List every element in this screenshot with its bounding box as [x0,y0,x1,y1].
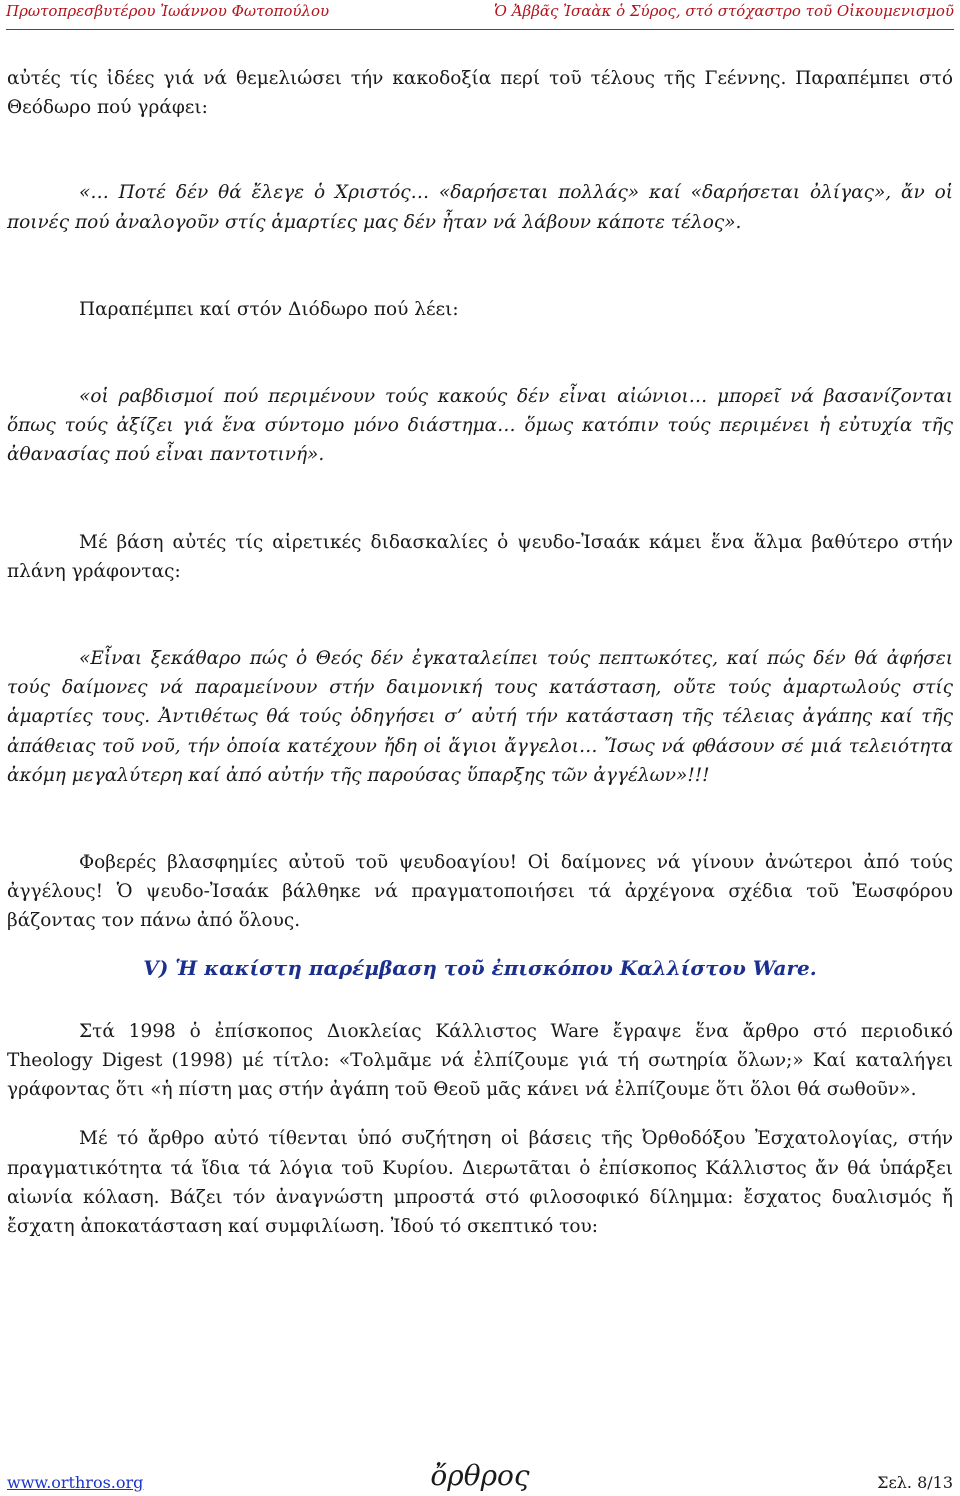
paragraph: Μέ τό ἄρθρο αὐτό τίθενται ὑπό συζήτηση οἱ βάσεις τῆς Ὀρθοδόξου Ἐσχατολογίας, στήν πραγματικότητα τά ἴδια τά λόγια τοῦ Κυρίου. Διερωτᾶται ὁ ἐπίσκοπος Κάλλιστος ἄν θά ὑπάρξει αἰωνία κόλαση. Βάζει τόν ἀναγνώστη μπροστά στό φιλοσοφικό δίλημμα: ἔσχατος δυαλισμός ἤ ἔσχατη ἀποκατάσταση καί συμφιλίωση. Ἰδού τό σκεπτικό του: [7,1128,953,1238]
paragraph: Φοβερές βλασφημίες αὐτοῦ τοῦ ψευδοαγίου! Οἱ δαίμονες νά γίνουν ἀνώτεροι ἀπό τούς ἀγγέλους! Ὁ ψευδο-Ἰσαάκ βάλθηκε νά πραγματοποιήσει τά ἀρχέγονα σχέδια τοῦ Ἑωσφόρου βάζοντας τον πάνω ἀπό ὅλους. [7,852,953,932]
quote-paragraph: «Εἶναι ξεκάθαρο πώς ὁ Θεός δέν ἐγκαταλείπει τούς πεπτωκότες, καί πώς δέν θά ἀφήσει τούς δαίμονες νά παραμείνουν στήν δαιμονική τους κατάσταση, οὔτε τούς ἁμαρτωλούς στίς ἁμαρτίες τους. Ἀντιθέτως θά τούς ὁδηγήσει σ’ αὐτή τήν κατάσταση τῆς τέλειας ἀγάπης καί τῆς ἀπάθειας τοῦ νοῦ, τήν ὁποία κατέχουν ἤδη οἱ ἅγιοι ἄγγελοι… Ἴσως νά φθάσουν σέ μιά τελειότητα ἀκόμη μεγαλύτερη καί ἀπό αὐτήν τῆς παρούσας ὕπαρξης τῶν ἀγγέλων»!!! [7,648,953,786]
website-link[interactable]: www.orthros.org [7,1473,144,1492]
paragraph: Παραπέμπει καί στόν Διόδωρο πού λέει: [79,298,459,320]
page-footer [7,1456,953,1492]
paragraph: Στά 1998 ὁ ἐπίσκοπος Διοκλείας Κάλλιστος Ware ἔγραψε ἕνα ἄρθρο στό περιοδικό Theology Digest (1998) μέ τίτλο: «Τολμᾶμε νά ἐλπίζουμε γιά τή σωτηρία ὅλων;» Καί καταλήγει γράφοντας ὅτι «ἡ πίστη μας στήν ἀγάπη τοῦ Θεοῦ μᾶς κάνει νά ἐλπίζουμε ὅτι ὅλοι θά σωθοῦν». [7,1020,953,1101]
brand-logo-text: ὄρθρος [430,1459,530,1492]
page-number: Σελ. 8/13 [877,1473,953,1492]
section-heading: V) Ἡ κακίστη παρέμβαση τοῦ ἐπισκόπου Καλλίστου Ware. [143,955,817,980]
document-body [7,64,953,1241]
header-author: Πρωτοπρεσβυτέρου Ἰωάννου Φωτοπούλου [6,2,330,20]
paragraph: αὐτές τίς ἰδέες γιά νά θεμελιώσει τήν κακοδοξία περί τοῦ τέλους τῆς Γεέννης. Παραπέμπει στό Θεόδωρο πού γράφει: [7,68,953,119]
quote-paragraph: «… Ποτέ δέν θά ἔλεγε ὁ Χριστός… «δαρήσεται πολλάς» καί «δαρήσεται ὀλίγας», ἄν οἱ ποινές πού ἀναλογοῦν στίς ἁμαρτίες μας δέν ἦταν νά λάβουν κάποτε τέλος». [7,182,953,233]
quote-paragraph: «οἱ ραβδισμοί πού περιμένουν τούς κακούς δέν εἶναι αἰώνιοι… μπορεῖ νά βασανίζονται ὅπως τούς ἀξίζει γιά ἕνα σύντομο μόνο διάστημα… ὅμως κατόπιν τούς περιμένει ἡ εὐτυχία τῆς ἀθανασίας πού εἶναι παντοτινή». [7,386,953,466]
paragraph: Μέ βάση αὐτές τίς αἱρετικές διδασκαλίες ὁ ψευδο-Ἰσαάκ κάμει ἕνα ἅλμα βαθύτερο στήν πλάνη γράφοντας: [7,531,953,582]
page-header [6,0,954,30]
header-title: Ὁ Ἀββᾶς Ἰσαὰκ ὁ Σύρος, στό στόχαστρο τοῦ Οἰκουμενισμοῦ [494,2,954,20]
